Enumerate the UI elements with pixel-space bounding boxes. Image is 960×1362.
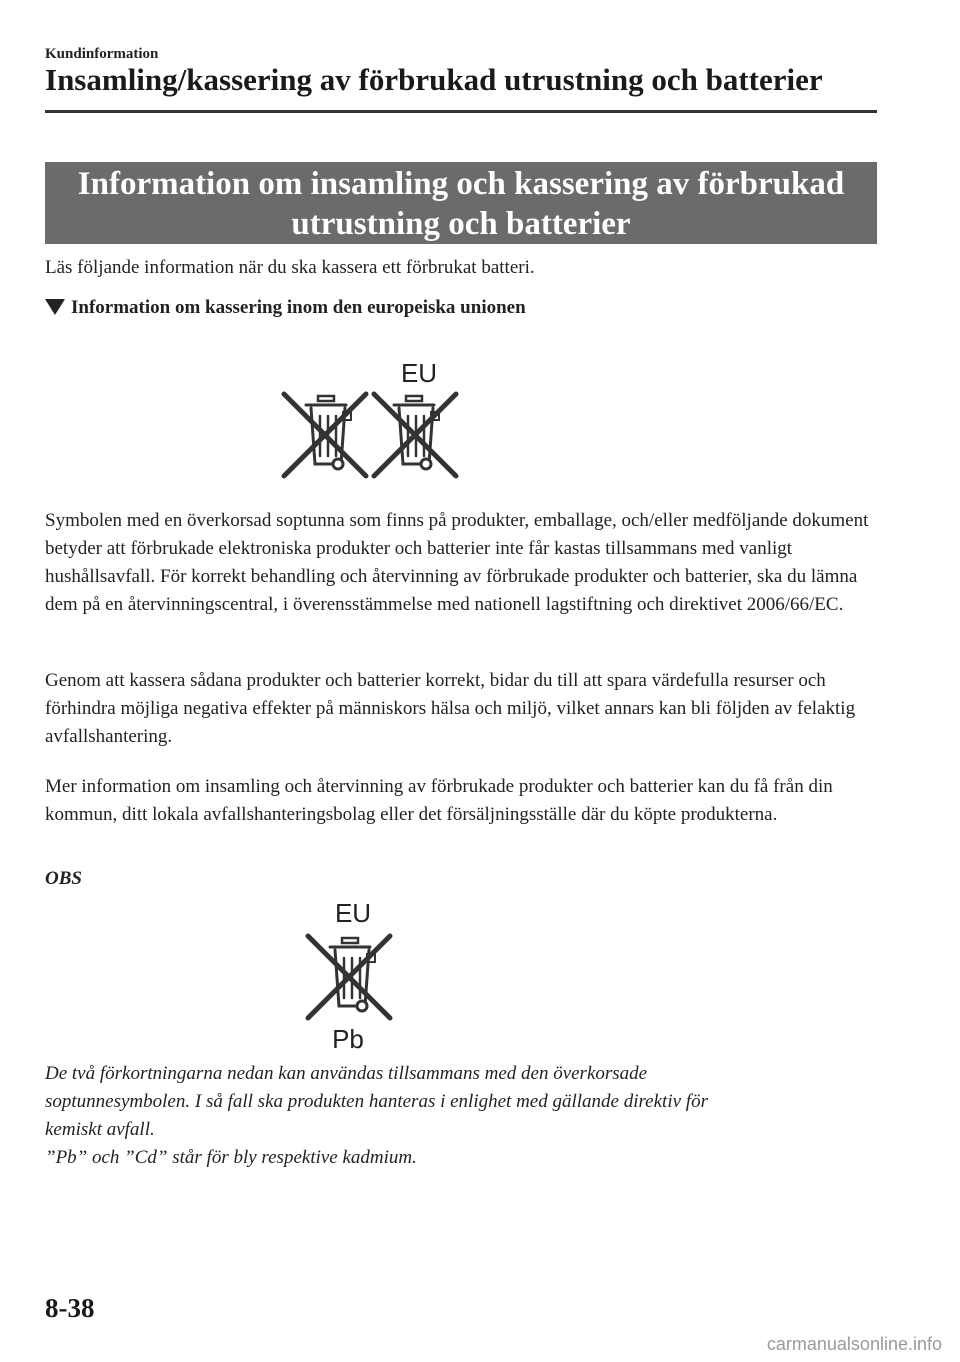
eu-label-small: EU [334, 898, 372, 928]
section-banner [45, 162, 877, 244]
pb-label: Pb [332, 1024, 364, 1054]
crossed-bin-double-icon [276, 358, 466, 482]
title-divider [45, 110, 877, 113]
obs-label: OBS [45, 868, 82, 889]
page-title: Insamling/kassering av förbrukad utrustning och batterier [45, 62, 823, 97]
intro-text: Läs följande information när du ska kassera ett förbrukat batteri. [45, 257, 535, 278]
paragraph-more-info: Mer information om insamling och återvinning av förbrukade produkter och batterier kan du få från din kommun, ditt lokala avfallshanteringsbolag eller det försäljningsställe där du köpte produkterna. [45, 776, 833, 825]
banner-line-1: Information om insamling och kassering av förbrukad [77, 166, 845, 202]
paragraph-benefits: Genom att kassera sådana produkter och batterier korrekt, bidar du till att spara värdefulla resurser och förhindra möjliga negativa effekter på människors hälsa och miljö, vilket annars kan bli följden av felaktig avfallshantering. [45, 670, 856, 747]
paragraph-symbol-meaning: Symbolen med en överkorsad soptunna som finns på produkter, emballage, och/eller medföljande dokument betyder att förbrukade elektroniska produkter och batterier inte får kastas tillsammans med vanligt hushållsavfall. För korrekt behandling och återvinning av förbrukade produkter och batterier, ska du lämna dem på en återvinningscentral, i överensstämmelse med nationell lagstiftning och direktivet 2006/66/EC. [45, 510, 869, 615]
section-label: Kundinformation [45, 46, 159, 62]
obs-note-line-1: De två förkortningarna nedan kan användas tillsammans med den överkorsade [45, 1063, 648, 1084]
crossed-bin-pb-icon [298, 898, 398, 1054]
obs-note [45, 1060, 880, 1172]
obs-note-line-4: ”Pb” och ”Cd” står för bly respektive kadmium. [45, 1147, 417, 1168]
subheading [45, 297, 526, 319]
banner-line-2: utrustning och batterier [291, 206, 631, 242]
obs-note-line-2: soptunnesymbolen. I så fall ska produkten hanteras i enlighet med gällande direktiv för [45, 1091, 708, 1112]
obs-note-line-3: kemiskt avfall. [45, 1119, 155, 1140]
watermark: carmanualsonline.info [766, 1334, 942, 1354]
page-number: 8-38 [45, 1293, 95, 1323]
subheading-text: Information om kassering inom den europeiska unionen [71, 297, 526, 318]
eu-label: EU [400, 358, 438, 388]
triangle-bullet-icon [45, 299, 65, 315]
